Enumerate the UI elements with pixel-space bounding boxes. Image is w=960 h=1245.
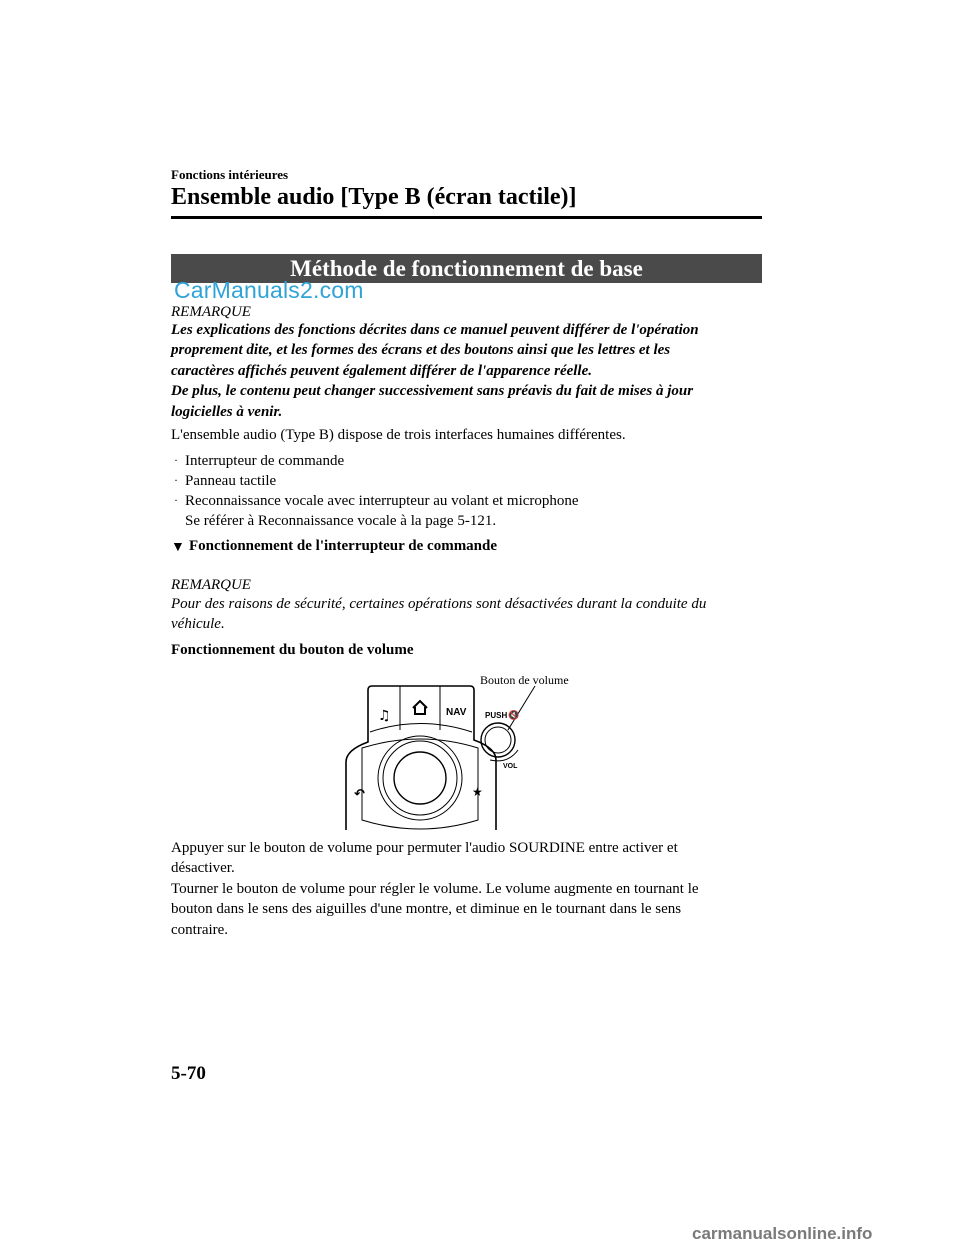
favorite-icon: ★ <box>472 785 483 799</box>
note-label: REMARQUE <box>171 577 251 593</box>
paragraph-line: désactiver. <box>171 860 235 877</box>
volume-knob <box>481 723 515 757</box>
subsubheading: Fonctionnement du bouton de volume <box>171 642 414 658</box>
volume-paragraph <box>171 838 771 940</box>
chapter-divider <box>171 216 762 219</box>
housing-outline <box>346 686 496 830</box>
note-line: logicielles à venir. <box>171 403 283 420</box>
commander-knob-center <box>394 752 446 804</box>
note-line: proprement dite, et les formes des écrans et des boutons ainsi que les lettres et les <box>171 342 671 359</box>
commander-switch-figure <box>340 670 600 840</box>
watermark-logo[interactable]: CarManuals2.com <box>174 277 364 303</box>
callout-label: Bouton de volume <box>480 673 569 687</box>
commander-knob-ring <box>378 736 462 820</box>
bullet-item: Interrupteur de commande <box>185 453 345 469</box>
back-icon: ↶ <box>354 787 365 802</box>
chapter-title: Ensemble audio [Type B (écran tactile)] <box>171 184 577 210</box>
section-label: Fonctions intérieures <box>171 167 289 182</box>
bullet-dot: · <box>174 473 178 487</box>
watermark-footer[interactable]: carmanualsonline.info <box>692 1224 873 1243</box>
bullet-item: Reconnaissance vocale avec interrupteur au volant et microphone <box>185 493 579 509</box>
nav-label: NAV <box>446 707 467 718</box>
bullet-item: Panneau tactile <box>185 473 277 489</box>
subheading: Fonctionnement de l'interrupteur de commande <box>189 538 498 554</box>
note-label: REMARQUE <box>171 304 251 320</box>
triangle-down-icon: ▼ <box>171 540 185 555</box>
note-line: caractères affichés peuvent également différer de l'apparence réelle. <box>171 362 593 379</box>
push-label: PUSH <box>485 711 508 720</box>
bullet-dot: · <box>174 453 178 467</box>
callout-leader <box>508 686 535 730</box>
note-line: Les explications des fonctions décrites dans ce manuel peuvent différer de l'opération <box>171 322 699 338</box>
button-row-edge <box>370 724 472 733</box>
note-text <box>171 594 771 635</box>
note-line: De plus, le contenu peut changer successivement sans préavis du fait de mises à jour <box>171 383 694 400</box>
section-heading: Méthode de fonctionnement de base <box>171 254 762 283</box>
note-line: Pour des raisons de sécurité, certaines opérations sont désactivées durant la conduite du <box>171 596 707 612</box>
paragraph-line: Appuyer sur le bouton de volume pour permuter l'audio SOURDINE entre activer et <box>171 840 678 856</box>
cross-reference: Se référer à Reconnaissance vocale à la page 5-121. <box>185 513 497 529</box>
paragraph-line: Tourner le bouton de volume pour régler le volume. Le volume augmente en tournant le <box>171 880 699 897</box>
note-line: véhicule. <box>171 616 225 633</box>
music-icon: ♫ <box>378 708 391 724</box>
intro-paragraph: L'ensemble audio (Type B) dispose de trois interfaces humaines différentes. <box>171 427 626 443</box>
bullet-dot: · <box>174 493 178 507</box>
home-icon <box>413 701 427 714</box>
volume-knob-inner <box>485 727 511 753</box>
page-number: 5-70 <box>171 1063 206 1084</box>
paragraph-line: contraire. <box>171 921 229 938</box>
paragraph-line: bouton dans le sens des aiguilles d'une montre, et diminue en le tournant dans le sens <box>171 901 682 918</box>
mute-icon: 🔇 <box>508 711 520 721</box>
vol-label: VOL <box>503 763 518 770</box>
note-text <box>171 320 771 422</box>
